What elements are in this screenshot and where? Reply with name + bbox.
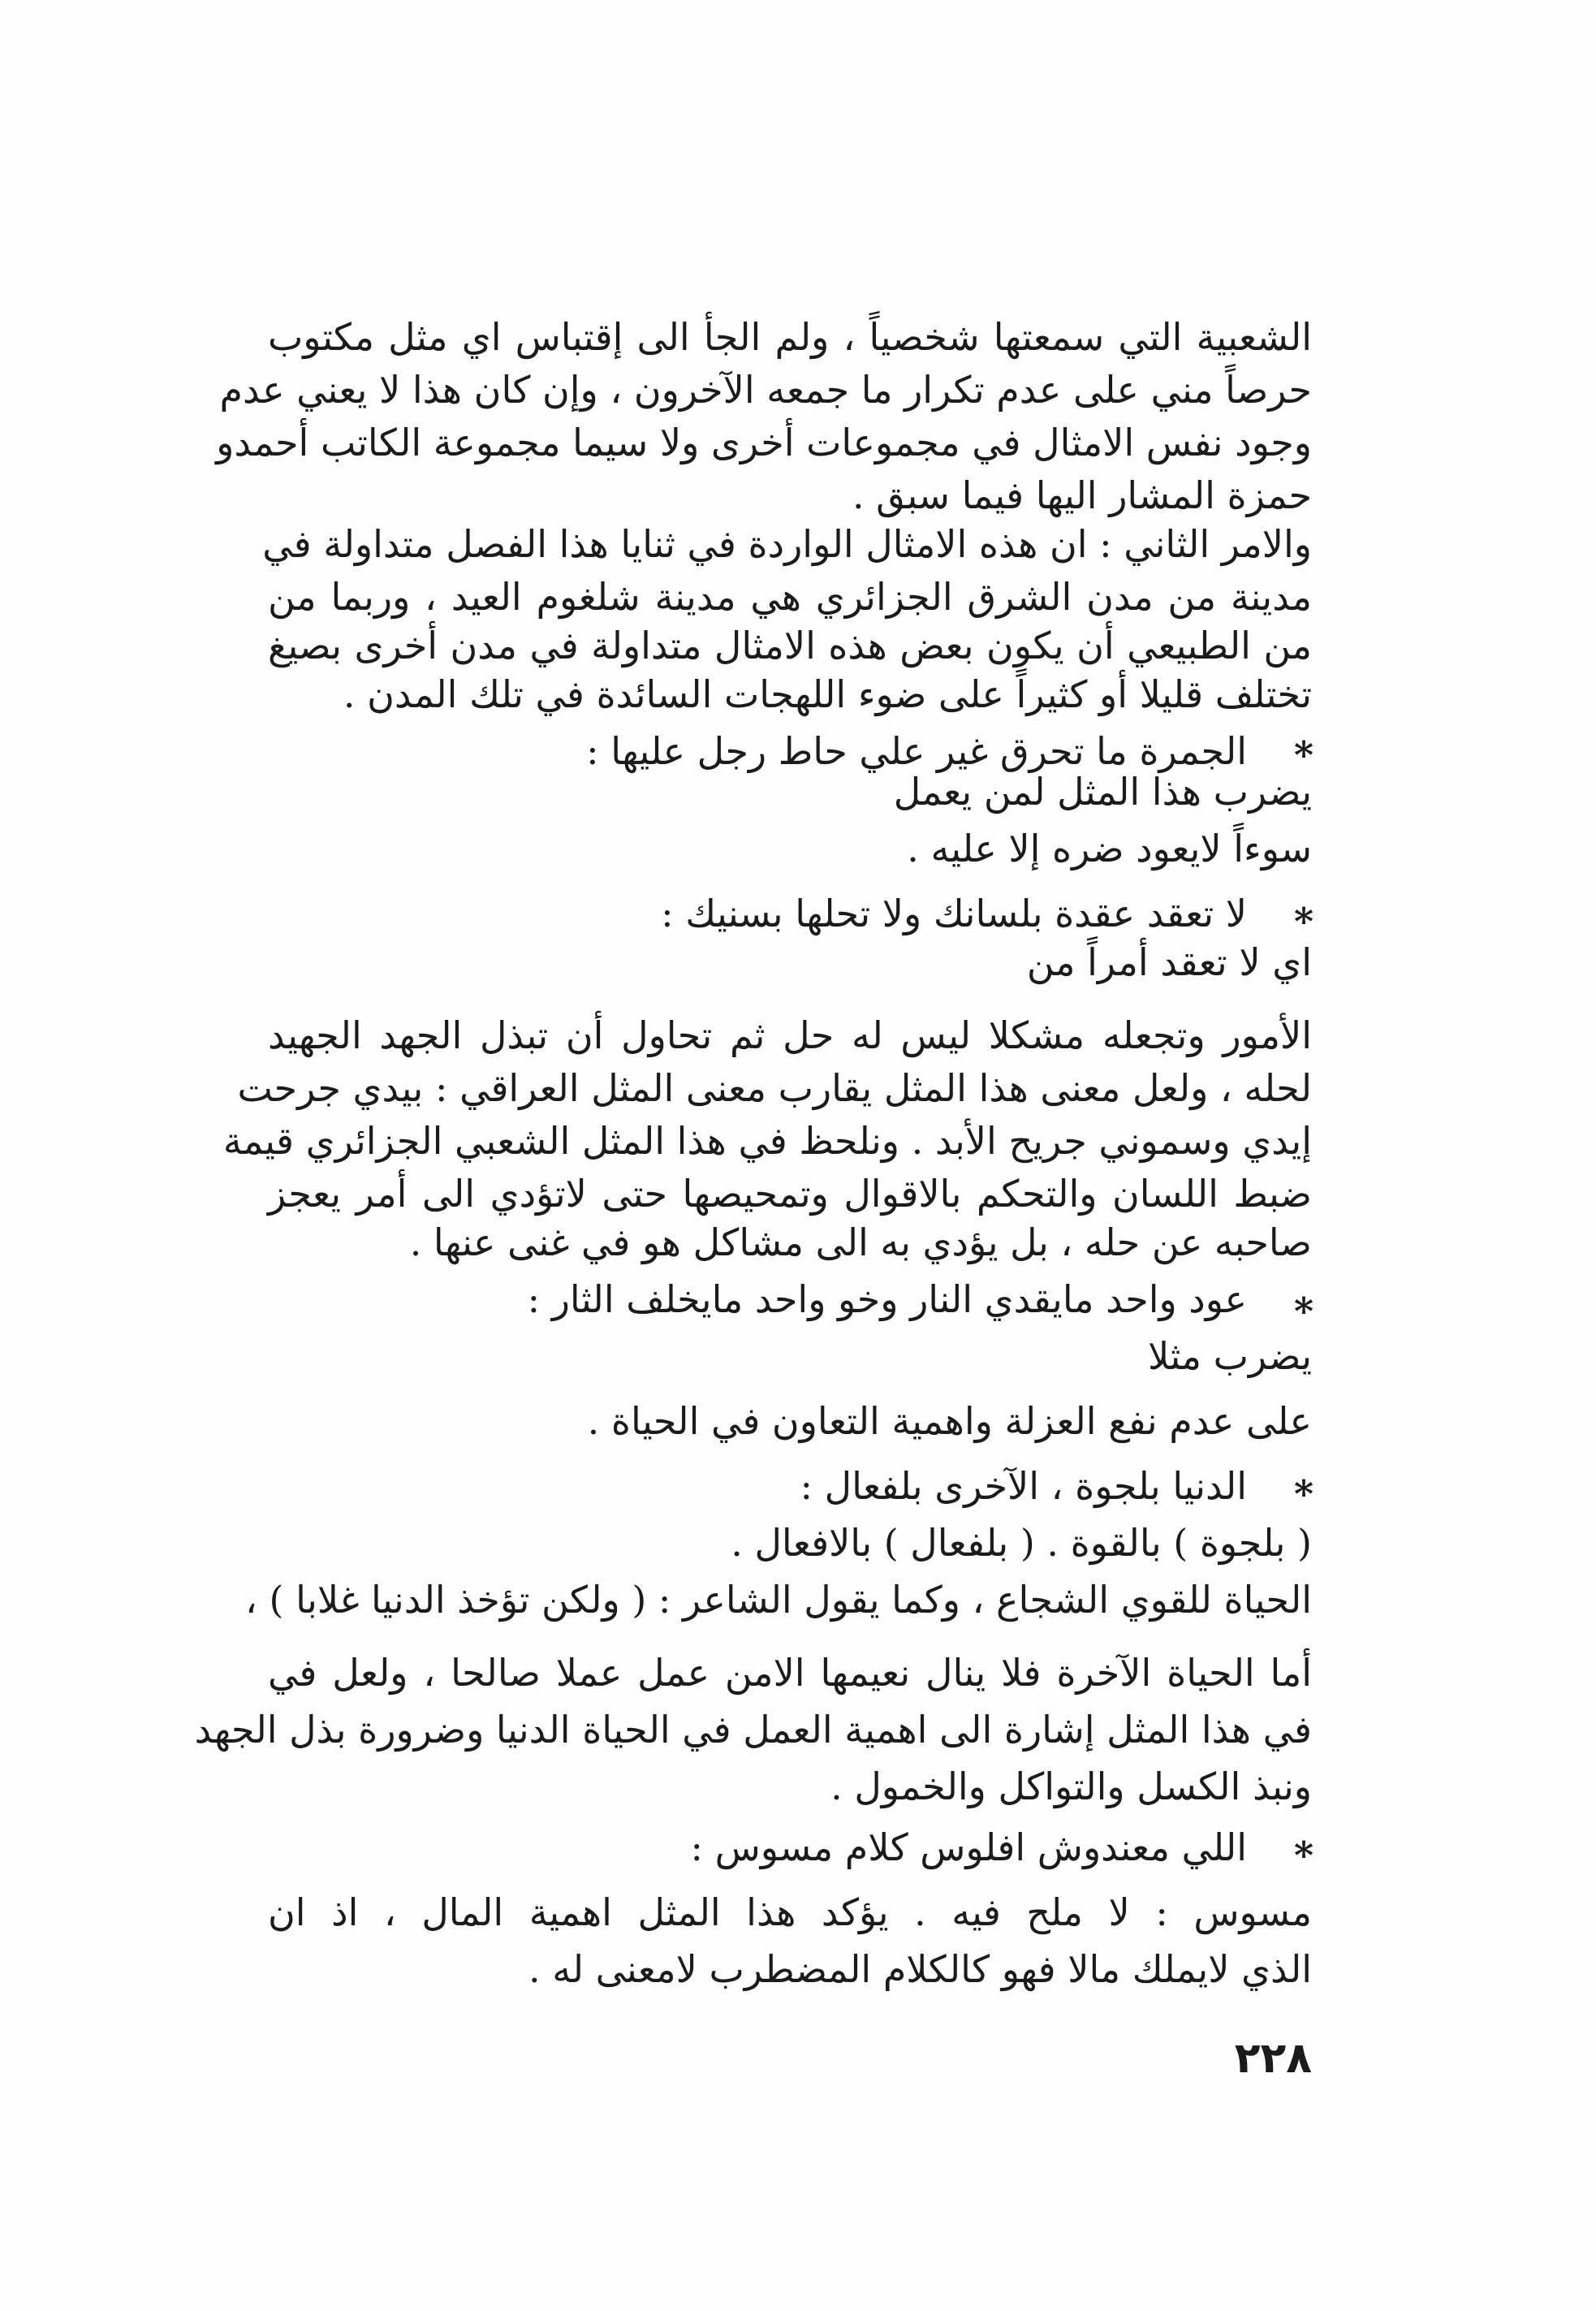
text-line: ضبط اللسان والتحكم بالاقوال وتمحيصها حتى لاتؤدي الى أمر يعجز [268,1172,1312,1216]
text-line: سوءاً لايعود ضره إلا عليه . [907,827,1312,870]
text-line: حرصاً مني على عدم تكرار ما جمعه الآخرون ، وإن كان هذا لا يعني عدم [219,368,1312,412]
text-line: الذي لايملك مالا فهو كالكلام المضطرب لامعنى له . [528,1947,1312,1991]
asterisk-bullet: * [1293,1472,1313,1516]
proverb-heading: لا تعقد عقدة بلسانك ولا تحلها بسنيك : [661,892,1247,935]
page-number: ٢٢٨ [1234,2034,1312,2083]
text-line: مسوس : لا ملح فيه . يؤكد هذا المثل اهمية المال ، اذ ان [268,1890,1312,1934]
text-line: مدينة من مدن الشرق الجزائري هي مدينة شلغوم العيد ، وربما من [268,575,1312,619]
asterisk-bullet: * [1293,1289,1313,1333]
text-line: صاحبه عن حله ، بل يؤدي به الى مشاكل هو في غنى عنها . [409,1220,1312,1264]
text-line: حمزة المشار اليها فيما سبق . [852,473,1312,517]
text-line: الحياة للقوي الشجاع ، وكما يقول الشاعر : ( ولكن تؤخذ الدنيا غلابا ) ، [245,1578,1312,1622]
asterisk-bullet: * [1293,1834,1313,1877]
text-line: والامر الثاني : ان هذه الامثال الواردة في ثنايا هذا الفصل متداولة في [262,522,1312,566]
text-line: وجود نفس الامثال في مجموعات أخرى ولا سيما مجموعة الكاتب أحمدو [216,421,1312,464]
proverb-heading: الدنيا بلجوة ، الآخرى بلفعال : [800,1464,1247,1508]
text-line: الشعبية التي سمعتها شخصياً ، ولم الجأ الى إقتباس اي مثل مكتوب [268,315,1312,359]
text-line: تختلف قليلا أو كثيراً على ضوء اللهجات السائدة في تلك المدن . [343,672,1312,716]
asterisk-bullet: * [1293,900,1313,944]
text-line: ونبذ الكسل والتواكل والخمول . [830,1765,1312,1808]
asterisk-bullet: * [1293,733,1313,777]
text-line: يضرب هذا المثل لمن يعمل [893,770,1312,814]
text-line: الأمور وتجعله مشكلا ليس له حل ثم تحاول أن تبذل الجهد الجهيد [268,1013,1313,1057]
text-line: لحله ، ولعل معنى هذا المثل يقارب معنى المثل العراقي : بيدي جرحت [237,1066,1312,1110]
text-line: إيدي وسموني جريح الأبد . ونلحظ في هذا المثل الشعبي الجزائري قيمة [222,1119,1312,1163]
text-line: من الطبيعي أن يكون بعض هذه الامثال متداولة في مدن أخرى بصيغ [268,624,1312,667]
text-line: على عدم نفع العزلة واهمية التعاون في الحياة . [587,1399,1312,1443]
text-line: ( بلجوة ) بالقوة . ( بلفعال ) بالافعال . [731,1521,1312,1565]
text-line: اي لا تعقد أمراً من [1026,940,1312,984]
text-line: يضرب مثلا [1148,1334,1312,1378]
text-line: أما الحياة الآخرة فلا ينال نعيمها الامن عمل عملا صالحا ، ولعل في [268,1651,1312,1695]
proverb-heading: الجمرة ما تحرق غير علي حاط رجل عليها : [586,729,1247,773]
text-line: في هذا المثل إشارة الى اهمية العمل في الحياة الدنيا وضرورة بذل الجهد [194,1708,1312,1752]
proverb-heading: اللي معندوش افلوس كلام مسوس : [690,1825,1247,1869]
proverb-heading: عود واحد مايقدي النار وخو واحد مايخلف الثار : [527,1277,1247,1321]
